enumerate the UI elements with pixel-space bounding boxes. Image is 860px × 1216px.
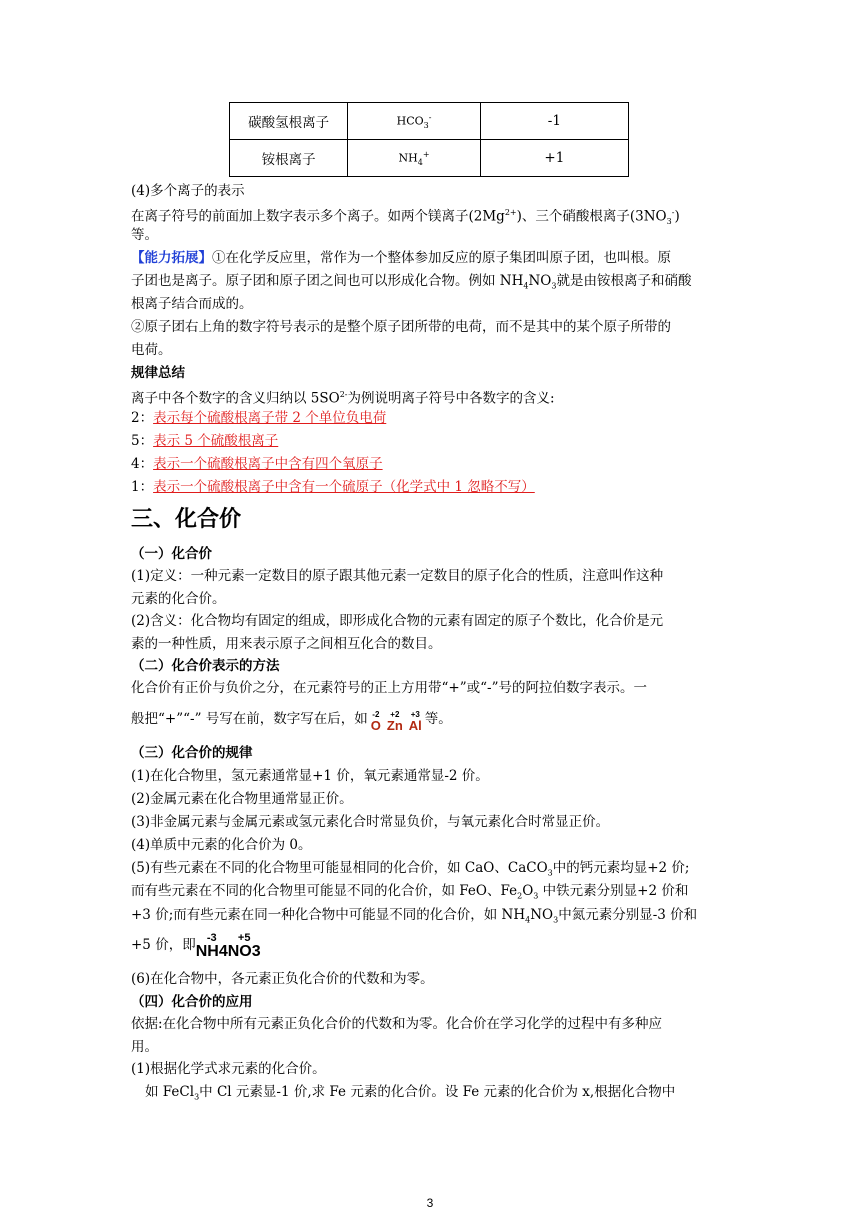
rules-item: 5：表示 5 个硫酸根离子 (131, 433, 279, 449)
ability-label: 【能力拓展】 (131, 250, 212, 266)
rule-line: (5)有些元素在不同的化合物里可能显相同的化合价，如 CaO、CaCO$_3$中的钙元素均显+2 价; (131, 860, 690, 878)
rule-line: (4)单质中元素的化合价为 0。 (131, 837, 312, 853)
rule-line: 而有些元素在不同的化合物里可能显不同的化合价，如 FeO、$Fe_2O_3$ 中铁元素分别显+2 价和 (131, 883, 689, 901)
ion-name: 铵根离子 (230, 140, 348, 177)
rule-line: +3 价;而有些元素在同一种化合物中可能显不同的化合价，如 $NH_4NO_3$中氮元素分别显-3 价和 (131, 907, 698, 925)
paragraph-line: 用。 (131, 1039, 158, 1055)
paragraph-line: 素的一种性质，用来表示原子之间相互化合的数目。 (131, 636, 442, 652)
ability-line-2: 子团也是离子。原子团和原子团之间也可以形成化合物。例如 $NH_4NO_3$就是由铵根离子和硝酸 (131, 273, 692, 291)
valence-example: +2 Zn (386, 710, 403, 733)
ability-line-5: 电荷。 (131, 342, 172, 358)
paragraph-line: 元素的化合价。 (131, 591, 226, 607)
nh4no3-formula-part: +5 NO3 (227, 932, 261, 960)
multi-ion-line: 在离子符号的前面加上数字表示多个离子。如两个镁离子$(2Mg^{2+})$、三个硝酸根离子$(3NO_3^-)$ (131, 208, 680, 227)
paragraph-line: 依据:在化合物中所有元素正负化合价的代数和为零。化合价在学习化学的过程中有多种应 (131, 1016, 663, 1032)
multi-ion-line-2: 等。 (131, 227, 158, 243)
ion-symbol: $HCO_3^-$ (348, 103, 480, 140)
ability-line-1: 【能力拓展】①在化学反应里，常作为一个整体参加反应的原子集团叫原子团，也叫根。原 (131, 250, 671, 266)
multi-ion-heading: (4)多个离子的表示 (131, 183, 245, 199)
nh4no3-formula: -3 NH4 (195, 932, 228, 960)
ion-charge: +1 (480, 140, 628, 177)
paragraph-line: (2)含义：化合物均有固定的组成，即形成化合物的元素有固定的原子个数比，化合价是元 (131, 613, 664, 629)
paragraph-line: 化合价有正价与负价之分，在元素符号的正上方用带“+”或“-”号的阿拉伯数字表示。一 (131, 680, 647, 696)
section-title: 三、化合价 (131, 507, 242, 532)
ion-name: 碳酸氢根离子 (230, 103, 348, 140)
rules-title: 规律总结 (131, 365, 185, 381)
rule-line: +5 价，即 -3 NH4 +5 NO3 (131, 932, 261, 960)
table-row (230, 103, 629, 140)
rules-item: 2：表示每个硫酸根离子带 2 个单位负电荷 (131, 410, 387, 426)
ability-line-3: 根离子结合而成的。 (131, 296, 253, 312)
subsection-title: （四）化合价的应用 (131, 994, 253, 1010)
rule-line: (6)在化合物中，各元素正负化合价的代数和为零。 (131, 971, 434, 987)
rules-intro: 离子中各个数字的含义归纳以 $5SO^{2-}$为例说明离子符号中各数字的含义: (131, 390, 555, 407)
ion-table (229, 102, 629, 177)
subsection-title: （三）化合价的规律 (131, 745, 253, 761)
paragraph-line: (1)根据化学式求元素的化合价。 (131, 1061, 326, 1077)
valence-example: +3 Al (408, 710, 422, 733)
rule-line: (2)金属元素在化合物里通常显正价。 (131, 791, 353, 807)
page-number: 3 (426, 1196, 434, 1210)
ability-line-4: ②原子团右上角的数字符号表示的是整个原子团所带的电荷，而不是其中的某个原子所带的 (131, 319, 671, 335)
rules-item: 4：表示一个硫酸根离子中含有四个氧原子 (131, 456, 383, 472)
table-row (230, 140, 629, 177)
subsection-title: （一）化合价 (131, 546, 212, 562)
rule-line: (1)在化合物里，氢元素通常显+1 价，氧元素通常显-2 价。 (131, 768, 489, 784)
valence-example-line: 般把“+”“-” 号写在前，数字写在后，如 -2 O +2 Zn +3 Al 等。 (131, 710, 452, 733)
paragraph-line: (1)定义：一种元素一定数目的原子跟其他元素一定数目的原子化合的性质，注意叫作这种 (131, 568, 664, 584)
subsection-title: （二）化合价表示的方法 (131, 658, 280, 674)
rules-item: 1：表示一个硫酸根离子中含有一个硫原子（化学式中 1 忽略不写） (131, 479, 535, 495)
ion-charge: -1 (480, 103, 628, 140)
rule-line: (3)非金属元素与金属元素或氢元素化合时常显负价，与氧元素化合时常显正价。 (131, 814, 610, 830)
valence-example: -2 O (370, 710, 381, 733)
ion-symbol: $NH_4^+$ (348, 140, 480, 177)
paragraph-line: 如 FeCl$_3$中 Cl 元素显-1 价,求 Fe 元素的化合价。设 Fe 元素的化合价为 x,根据化合物中 (145, 1084, 676, 1102)
